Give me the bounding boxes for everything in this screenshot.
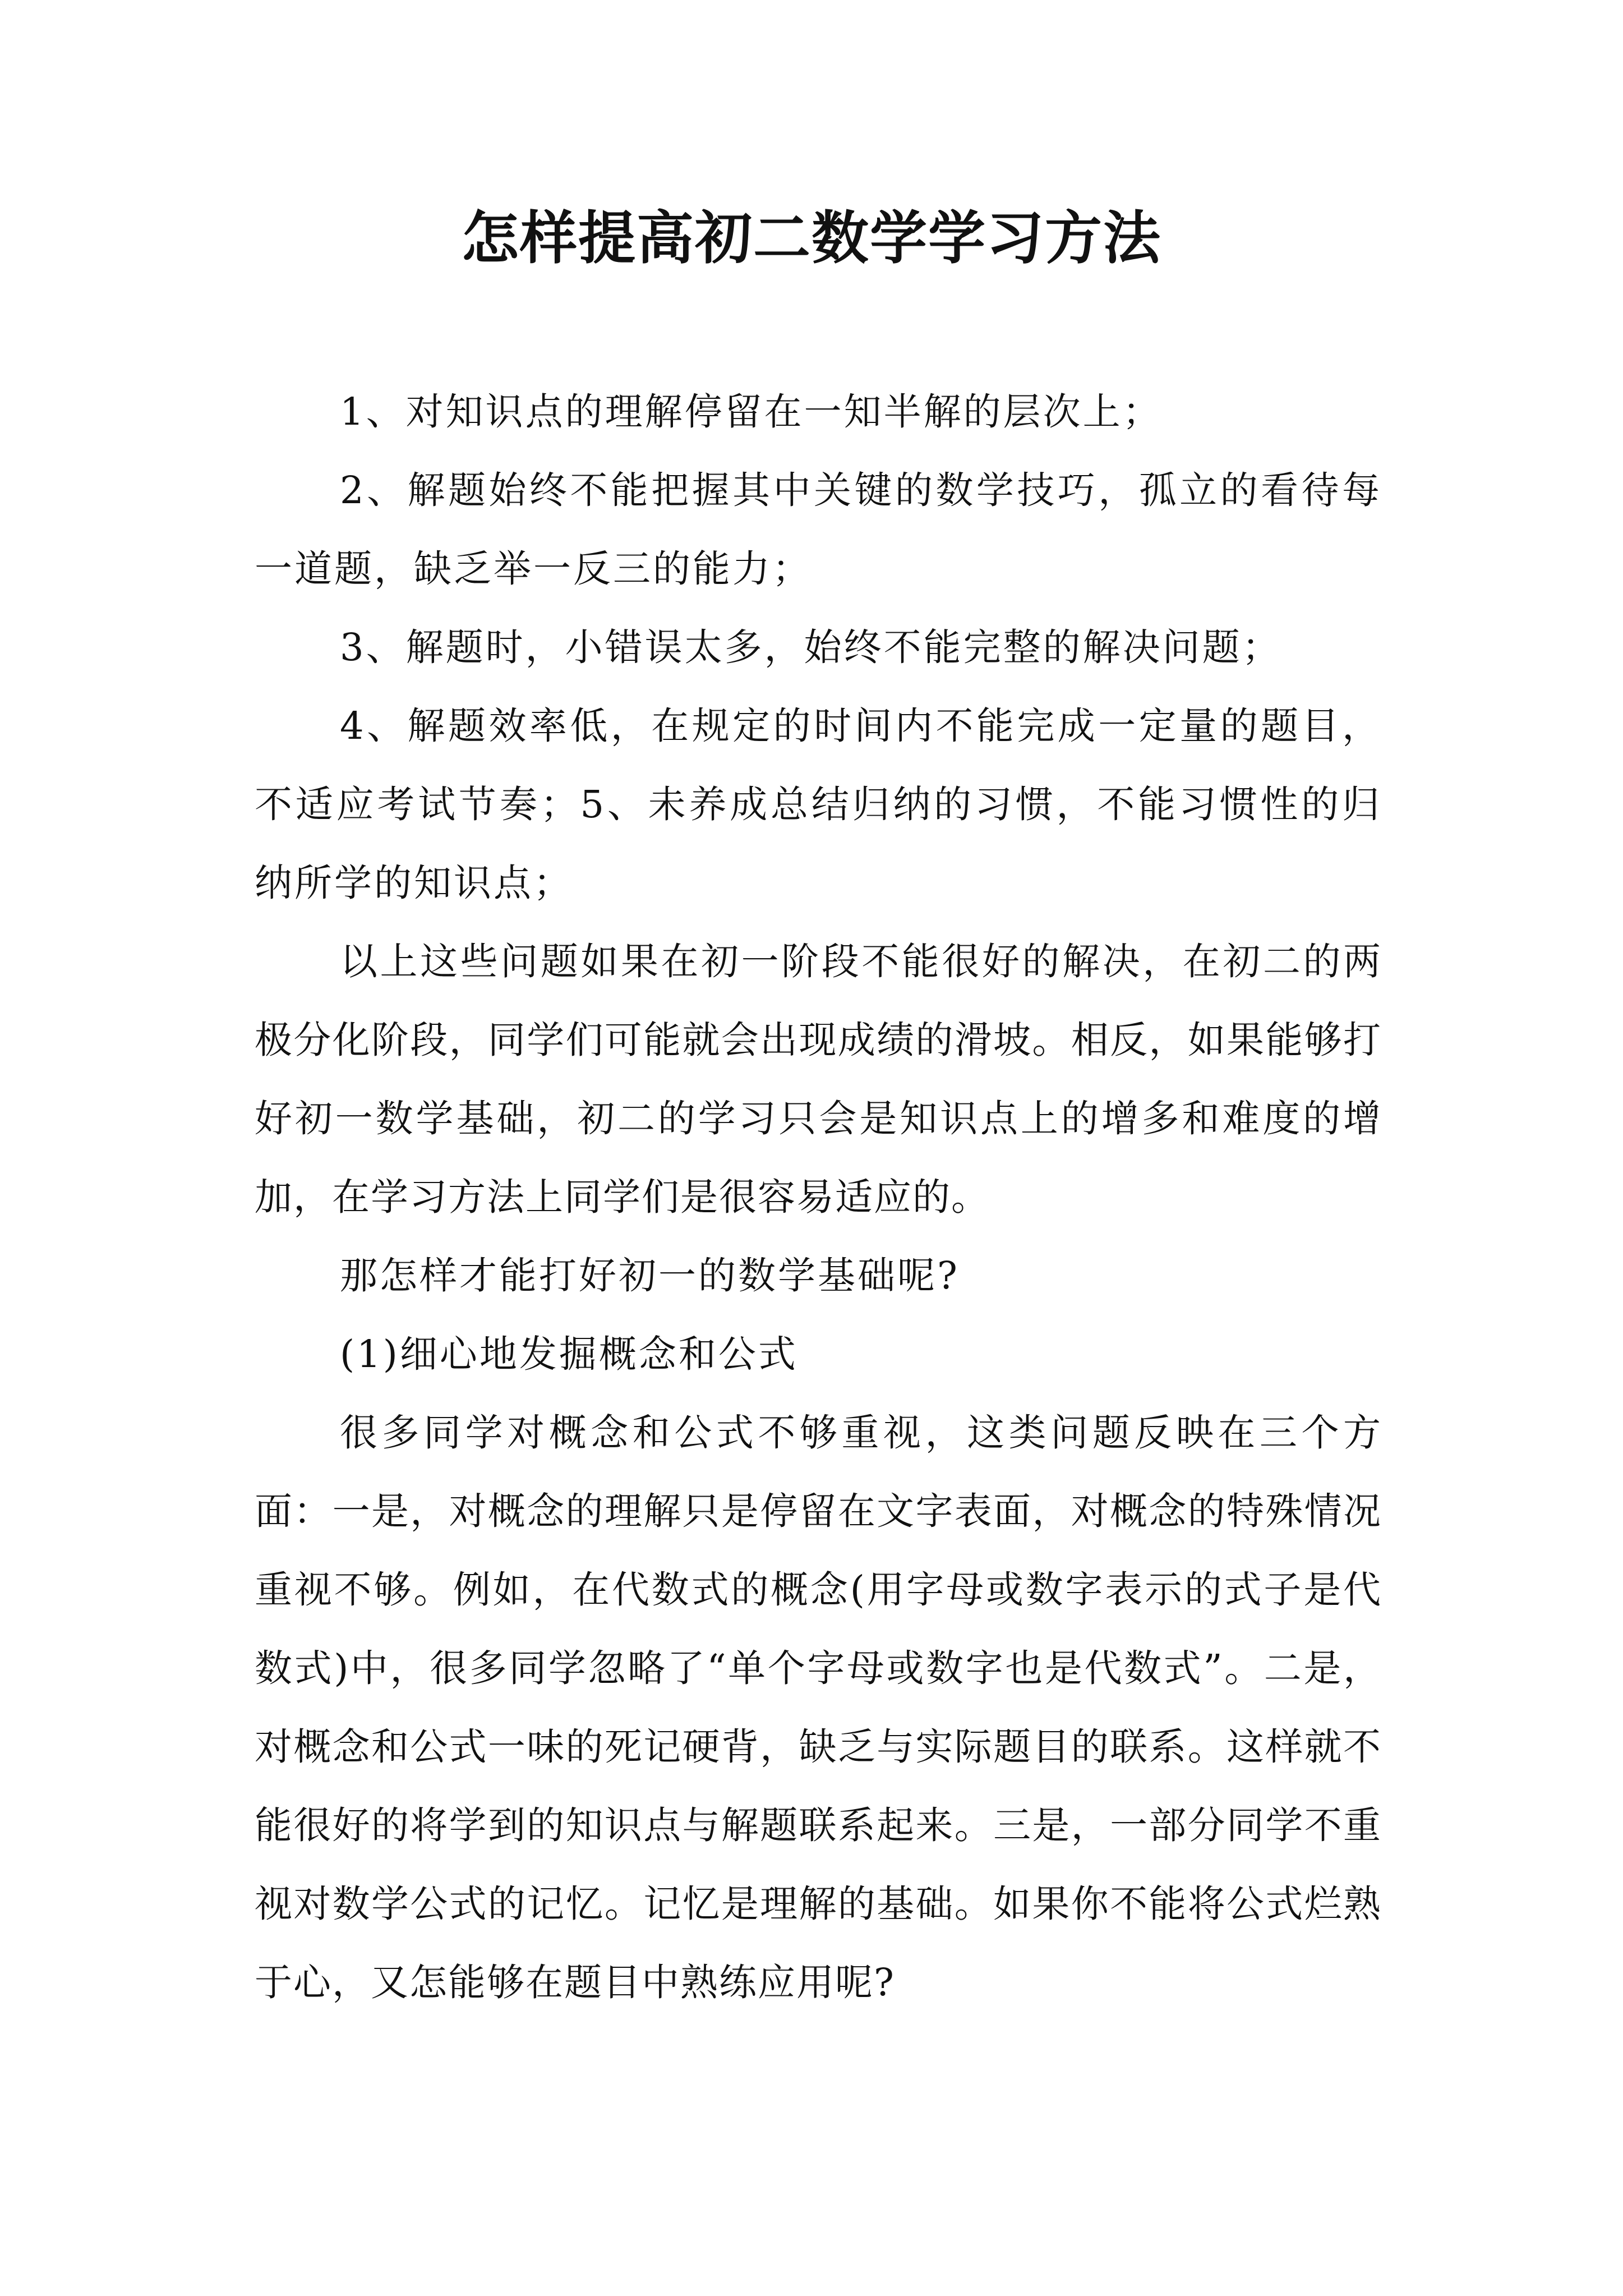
- paragraph-5: 以上这些问题如果在初一阶段不能很好的解决，在初二的两极分化阶段，同学们可能就会出现成绩的滑坡。相反，如果能够打好初一数学基础，初二的学习只会是知识点上的增多和难度的增加，在学习方法上同学们是很容易适应的。: [255, 940, 1382, 1219]
- paragraph-2: 2、解题始终不能把握其中关键的数学技巧，孤立的看待每一道题，缺乏举一反三的能力；: [255, 468, 1382, 591]
- document-title: 怎样提高初二数学学习方法: [462, 205, 1161, 272]
- paragraph-8: 很多同学对概念和公式不够重视，这类问题反映在三个方面：一是，对概念的理解只是停留在文字表面，对概念的特殊情况重视不够。例如，在代数式的概念(用字母或数字表示的式子是代数式)中，很多同学忽略了“单个字母或数字也是代数式”。二是，对概念和公式一味的死记硬背，缺乏与实际题目的联系。这样就不能很好的将学到的知识点与解题联系起来。三是，一部分同学不重视对数学公式的记忆。记忆是理解的基础。如果你不能将公式烂熟于心，又怎能够在题目中熟练应用呢?: [255, 1411, 1382, 2004]
- paragraph-7-heading: (1)细心地发掘概念和公式: [340, 1332, 798, 1376]
- paragraph-3: 3、解题时，小错误太多，始终不能完整的解决问题；: [340, 625, 1282, 669]
- paragraph-4: 4、解题效率低，在规定的时间内不能完成一定量的题目，不适应考试节奏；5、未养成总结归纳的习惯，不能习惯性的归纳所学的知识点；: [255, 704, 1382, 905]
- document-body: [255, 372, 1382, 2022]
- paragraph-6: 那怎样才能打好初一的数学基础呢?: [340, 1254, 960, 1297]
- paragraph-1: 1、对知识点的理解停留在一知半解的层次上；: [340, 390, 1163, 434]
